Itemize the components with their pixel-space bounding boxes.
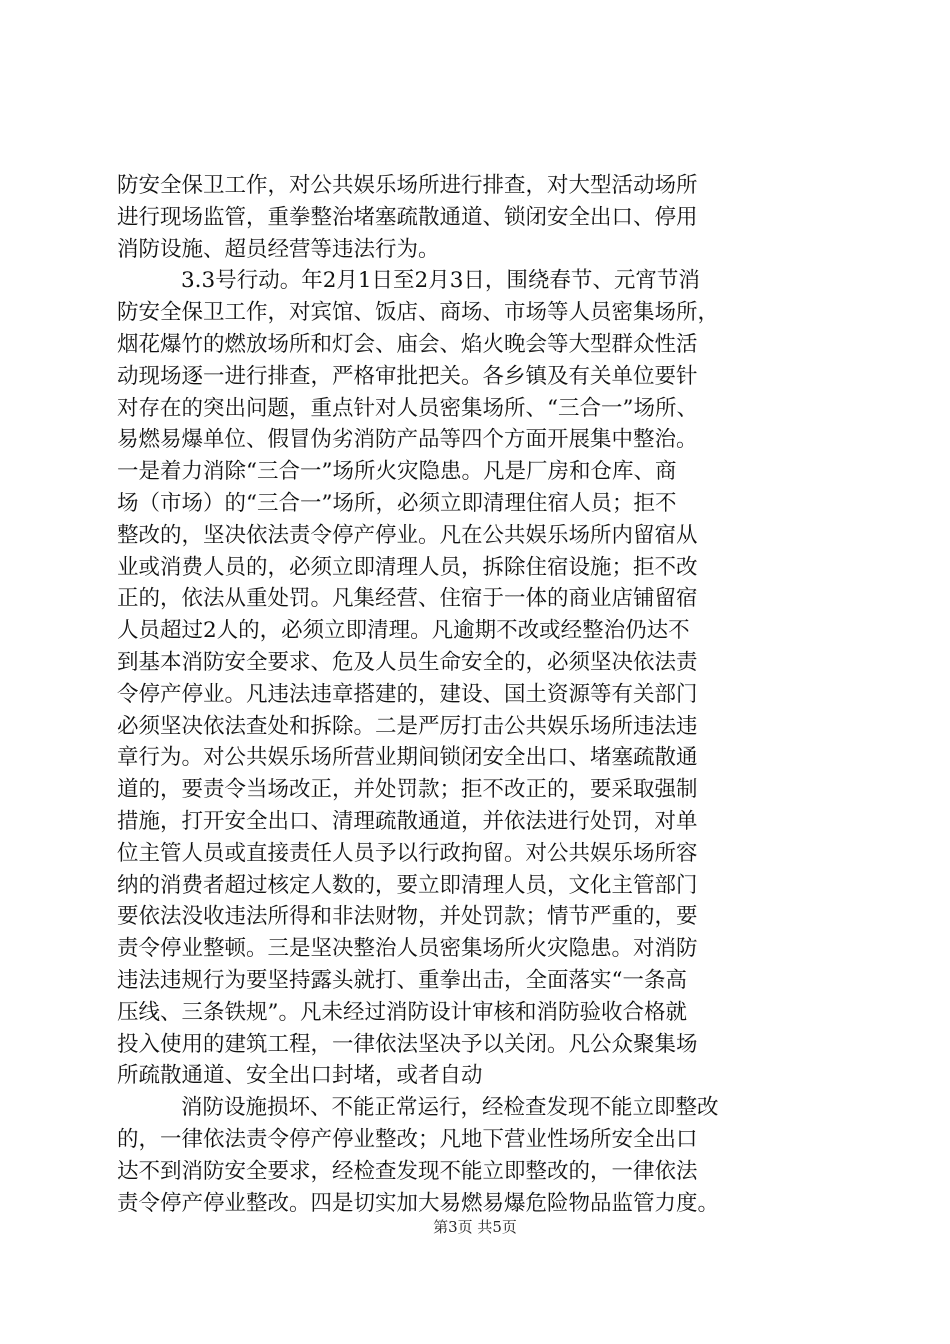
text-line: 责令停产停业整改。四是切实加大易燃易爆危险物品监管力度。 [117,1190,720,1216]
text-line: 达不到消防安全要求，经检查发现不能立即整改的，一律依法 [117,1158,698,1184]
text-line: 投入使用的建筑工程，一律依法坚决予以关闭。凡公众聚集场 [117,1031,698,1057]
text-line: 易燃易爆单位、假冒伪劣消防产品等四个方面开展集中整治。 [117,427,698,453]
text-line: 防安全保卫工作，对公共娱乐场所进行排查，对大型活动场所 [117,173,698,198]
text-line: 消防设施损坏、不能正常运行，经检查发现不能立即整改 [181,1095,719,1121]
text-line: 3.3号行动。年2月1日至2月3日，围绕春节、元宵节消 [181,268,700,294]
text-line: 整改的，坚决依法责令停产停业。凡在公共娱乐场所内留宿从 [117,522,698,548]
body-text [117,170,837,1219]
text-line: 消防设施、超员经营等违法行为。 [117,236,440,262]
text-line: 对存在的突出问题，重点针对人员密集场所、“三合一”场所、 [117,395,698,421]
text-line: 道的，要责令当场改正，并处罚款；拒不改正的，要采取强制 [117,777,698,803]
text-line: 措施，打开安全出口、清理疏散通道，并依法进行处罚，对单 [117,808,698,834]
text-line: 场（市场）的“三合一”场所，必须立即清理住宿人员；拒不 [117,490,677,516]
text-line: 进行现场监管，重拳整治堵塞疏散通道、锁闭安全出口、停用 [117,204,698,230]
text-line: 必须坚决依法查处和拆除。二是严厉打击公共娱乐场所违法违 [117,713,698,739]
text-line: 的，一律依法责令停产停业整改；凡地下营业性场所安全出口 [117,1126,698,1152]
text-line: 要依法没收违法所得和非法财物，并处罚款；情节严重的，要 [117,904,698,930]
text-line: 压线、三条铁规”。凡未经过消防设计审核和消防验收合格就 [117,999,687,1025]
text-line: 位主管人员或直接责任人员予以行政拘留。对公共娱乐场所容 [117,840,698,866]
text-line: 烟花爆竹的燃放场所和灯会、庙会、焰火晚会等大型群众性活 [117,331,698,357]
text-line: 违法违规行为要坚持露头就打、重拳出击，全面落实“一条高 [117,967,687,993]
text-line: 章行为。对公共娱乐场所营业期间锁闭安全出口、堵塞疏散通 [117,745,698,771]
text-line: 防安全保卫工作，对宾馆、饭店、商场、市场等人员密集场所， [117,300,720,326]
text-line: 正的，依法从重处罚。凡集经营、住宿于一体的商业店铺留宿 [117,586,698,612]
text-line: 业或消费人员的，必须立即清理人员，拆除住宿设施；拒不改 [117,554,698,580]
text-line: 人员超过2人的，必须立即清理。凡逾期不改或经整治仍达不 [117,618,690,644]
text-line: 到基本消防安全要求、危及人员生命安全的，必须坚决依法责 [117,649,698,675]
text-line: 一是着力消除“三合一”场所火灾隐患。凡是厂房和仓库、商 [117,459,677,485]
text-line: 令停产停业。凡违法违章搭建的，建设、国土资源等有关部门 [117,681,698,707]
text-line: 纳的消费者超过核定人数的，要立即清理人员，文化主管部门 [117,872,698,898]
text-line: 动现场逐一进行排查，严格审批把关。各乡镇及有关单位要针 [117,363,698,389]
page-footer: 第3页 共5页 [433,1218,517,1236]
text-line: 责令停业整顿。三是坚决整治人员密集场所火灾隐患。对消防 [117,936,698,962]
text-line: 所疏散通道、安全出口封堵，或者自动 [117,1063,483,1089]
